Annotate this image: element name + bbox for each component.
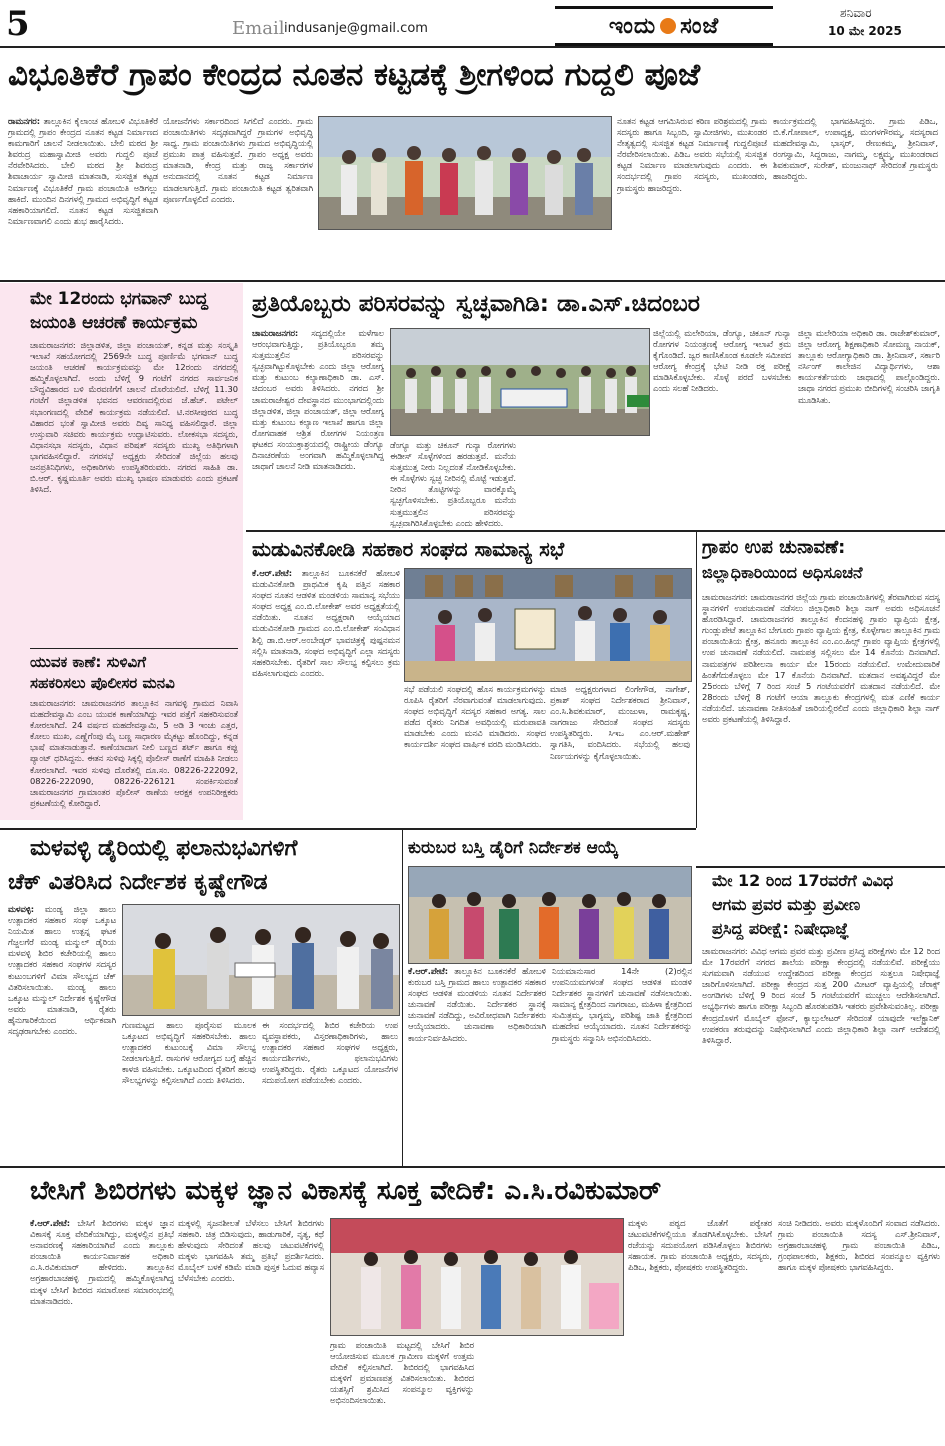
story3-col1-text: ತಾಲ್ಲೂಕಿನ ಬೂಕನಕೆರೆ ಹೋಬಳಿ ಮಡುವಿನಕೋಡಿ ಪ್ರಾಥಮಿಕ ಕೃಷಿ ಪತ್ತಿನ ಸಹಕಾರ ಸಂಘದ ನೂತನ ಆಡಳಿತ ಮಂಡಳಿಯ ಸಾಮಾನ್ಯ ಸಭೆಯು ಸಂಘದ ಅಧ್ಯಕ್ಷ ಎಂ.ಬಿ.ಲೋಕೇಶ್ ಅವರ ಅಧ್ಯಕ್ಷತೆಯಲ್ಲಿ ನಡೆಯಿತು. ನೂತನ ಅಧ್ಯಕ್ಷರಾಗಿ ಆಯ್ಕೆಯಾದ ಮಡುವಿನಕೋಡಿ ಗ್ರಾಮದ ಎಂ.ಬಿ.ಲೋಕೇಶ್ ಸಂವಿಧಾನ ಶಿಲ್ಪಿ ಡಾ.ಬಿ.ಆರ್.ಅಂಬೇಡ್ಕರ್ ಭಾವಚಿತ್ರಕ್ಕೆ ಪುಷ್ಪನಮನ ಸಲ್ಲಿಸಿ ಮಾತನಾಡಿ, ಸಂಘದ ಅಭಿವೃದ್ಧಿಗೆ ಎಲ್ಲಾ ಸದಸ್ಯರು ಸಹಕರಿಸಬೇಕು. ರೈತರಿಗೆ ಸಾಲ ಸೌಲಭ್ಯ ಕಲ್ಪಿಸಲು ಕ್ರಮ ವಹಿಸಲಾಗುವುದು ಎಂದರು.: [252, 568, 400, 678]
story1-photo: [318, 116, 612, 230]
story2-col1-text: ಸದ್ಯದಲ್ಲಿಯೇ ಮಳೆಗಾಲ ಆರಂಭವಾಗುತ್ತಿದ್ದು, ಪ್ರತಿಯೊಬ್ಬರೂ ತಮ್ಮ ಸುತ್ತಮುತ್ತಲಿನ ಪರಿಸರವನ್ನು ಸ್ವಚ್ಛವಾಗಿಟ್ಟುಕೊಳ್ಳಬೇಕು ಎಂದು ಜಿಲ್ಲಾ ಆರೋಗ್ಯ ಮತ್ತು ಕುಟುಂಬ ಕಲ್ಯಾಣಾಧಿಕಾರಿ ಡಾ. ಎಸ್. ಚಿದಂಬರ ಅವರು ತಿಳಿಸಿದರು. ನಗರದ ಶ್ರೀ ಚಾಮರಾಜೇಶ್ವರ ದೇವಸ್ಥಾನದ ಮುಂಭಾಗದಲ್ಲಿಂದು ಜಿಲ್ಲಾಡಳಿತ, ಜಿಲ್ಲಾ ಪಂಚಾಯತ್, ಜಿಲ್ಲಾ ಆರೋಗ್ಯ ಮತ್ತು ಕುಟುಂಬ ಕಲ್ಯಾಣ ಇಲಾಖೆ ಹಾಗೂ ಜಿಲ್ಲಾ ರೋಗವಾಹಕ ಆಶ್ರಿತ ರೋಗಗಳ ನಿಯಂತ್ರಣ ಘಟಕದ ಸಂಯುಕ್ತಾಶ್ರಯದಲ್ಲಿ ರಾಷ್ಟ್ರೀಯ ಡೆಂಗ್ಯೂ ದಿನಾಚರಣೆಯ ಅಂಗವಾಗಿ ಹಮ್ಮಿಕೊಳ್ಳಲಾಗಿದ್ದ ಜಾಥಾಗೆ ಚಾಲನೆ ನೀಡಿ ಮಾತನಾಡಿದರು.: [252, 328, 384, 472]
story4-text: ಚಾಮರಾಜನಗರ: ಚಾಮರಾಜನಗರ ಜಿಲ್ಲೆಯ ಗ್ರಾಮ ಪಂಚಾಯಿತಿಗಳಲ್ಲಿ ತೆರವಾಗಿರುವ ಸದಸ್ಯ ಸ್ಥಾನಗಳಿಗೆ ಉಪಚುನಾವಣೆ ನಡೆಸಲು ಜಿಲ್ಲಾಧಿಕಾರಿ ಶಿಲ್ಪಾ ನಾಗ್ ಅವರು ಅಧಿಸೂಚನೆ ಹೊರಡಿಸಿದ್ದಾರೆ. ಚಾಮರಾಜನಗರ ತಾಲ್ಲೂಕಿನ ಕೆಂದನಹಳ್ಳಿ ಗ್ರಾಪಂ ವ್ಯಾಪ್ತಿಯ ಕ್ಷೇತ್ರ, ಗುಂಡ್ಲುಪೇಟೆ ತಾಲ್ಲೂಕಿನ ಬೇಗೂರು ಗ್ರಾಪಂ ವ್ಯಾಪ್ತಿಯ ಕ್ಷೇತ್ರ, ಕೊಳ್ಳೇಗಾಲ ತಾಲ್ಲೂಕಿನ ಗ್ರಾಮ ಪಂಚಾಯಿತಿಯ ಕ್ಷೇತ್ರ, ಹನೂರು ತಾಲ್ಲೂಕಿನ ಎಂ.ಎಂ.ಹಿಲ್ಸ್ ಗ್ರಾಪಂ ವ್ಯಾಪ್ತಿಯ ಕ್ಷೇತ್ರಗಳಲ್ಲಿ ಉಪ ಚುನಾವಣೆ ನಡೆಯಲಿದೆ. ನಾಮಪತ್ರ ಸಲ್ಲಿಸಲು ಮೇ 14 ಕೊನೆಯ ದಿನವಾಗಿದೆ. ನಾಮಪತ್ರಗಳ ಪರಿಶೀಲನಾ ಕಾರ್ಯ ಮೇ 15ರಂದು ನಡೆಯಲಿದೆ. ಉಮೇದುವಾರಿಕೆ ಹಿಂತೆಗೆದುಕೊಳ್ಳಲು ಮೇ 17 ಕೊನೆಯ ದಿನವಾಗಿದೆ. ಮತದಾನ ಅವಶ್ಯವಿದ್ದರೆ ಮೇ 25ರಂದು ಬೆಳಿಗ್ಗೆ 7 ರಿಂದ ಸಂಜೆ 5 ಗಂಟೆಯವರೆಗೆ ಮತದಾನ ನಡೆಯಲಿದೆ. ಮೇ 28ರಂದು ಬೆಳಿಗ್ಗೆ 8 ಗಂಟೆಗೆ ಆಯಾ ತಾಲ್ಲೂಕು ಕೇಂದ್ರಗಳಲ್ಲಿ ಮತ ಎಣಿಕೆ ಕಾರ್ಯ ನಡೆಯಲಿದೆ. ಚುನಾವಣಾ ನೀತಿಸಂಹಿತೆ ಜಾರಿಯಲ್ಲಿರಲಿದೆ ಎಂದು ಜಿಲ್ಲಾಧಿಕಾರಿ ಶಿಲ್ಪಾ ನಾಗ್ ಅವರು ಪ್ರಕಟಣೆಯಲ್ಲಿ ತಿಳಿಸಿದ್ದಾರೆ.: [702, 592, 940, 725]
story3-col2: ಸಭೆ ಪಡೆಯಲಿ ಸಂಘದಲ್ಲಿ ಹೊಸ ಕಾರ್ಯಕ್ರಮಗಳನ್ನು ರೂಪಿಸಿ ರೈತರಿಗೆ ನೆರವಾಗುವಂತೆ ಮಾಡಲಾಗುವುದು. ಸಂಘದ ಅಭಿವೃದ್ಧಿಗೆ ಸದಸ್ಯರ ಸಹಕಾರ ಅಗತ್ಯ. ಸಾಲ ಪಡೆದ ರೈತರು ನಿಗದಿತ ಅವಧಿಯಲ್ಲಿ ಮರುಪಾವತಿ ಮಾಡಬೇಕು ಎಂದು ಮನವಿ ಮಾಡಿದರು. ಸಂಘದ ಕಾರ್ಯದರ್ಶಿ ಸಂಘದ ವಾರ್ಷಿಕ ವರದಿ ಮಂಡಿಸಿದರು.: [404, 684, 546, 750]
page-number: 5: [6, 4, 30, 44]
sun-icon: [660, 18, 676, 34]
buddha-headline-2: ಜಯಂತಿ ಆಚರಣೆ ಕಾರ್ಯಕ್ರಮ: [30, 313, 198, 333]
divider-3: [0, 828, 696, 830]
story1-photo-caption-b: [466, 232, 610, 276]
story7-headline-3: ಪ್ರಸಿದ್ದ ಪರೀಕ್ಷೆ: ನಿಷೇಧಾಜ್ಞೆ: [712, 919, 850, 938]
story8-col3: ಗ್ರಾಮ ಪಂಚಾಯಿತಿ ಮಟ್ಟದಲ್ಲಿ ಬೇಸಿಗೆ ಶಿಬಿರ ಆಯೋಜಿಸುವ ಮೂಲಕ ಗ್ರಾಮೀಣ ಮಕ್ಕಳಿಗೆ ಉತ್ತಮ ವೇದಿಕೆ ಕಲ್ಪಿಸಲಾಗಿದೆ. ಶಿಬಿರದಲ್ಲಿ ಭಾಗವಹಿಸಿದ ಮಕ್ಕಳಿಗೆ ಪ್ರಮಾಣಪತ್ರ ವಿತರಿಸಲಾಯಿತು. ಶಿಬಿರದ ಯಶಸ್ಸಿಗೆ ಶ್ರಮಿಸಿದ ಸಂಪನ್ಮೂಲ ವ್ಯಕ್ತಿಗಳನ್ನು ಅಭಿನಂದಿಸಲಾಯಿತು.: [330, 1340, 474, 1406]
story5-col1-text: ಮಂಡ್ಯ ಜಿಲ್ಲಾ ಹಾಲು ಉತ್ಪಾದಕರ ಸಹಕಾರ ಸಂಘ ಒಕ್ಕೂಟ ನಿಯಮಿತ ಹಾಲು ಉತ್ಪನ್ನ ಘಟಕ ಗೆಜ್ಜಲಗೆರೆ ಮಂಡ್ಯ ಮನ್ಮುಲ್ ಡೈರಿಯ ಮಳವಳ್ಳಿ ಶಿಬಿರ ಕಚೇರಿಯಲ್ಲಿ ಹಾಲು ಉತ್ಪಾದಕರ ಸಹಕಾರ ಸಂಘಗಳ ಸದಸ್ಯರ ಕುಟುಂಬಗಳಿಗೆ ವಿಮಾ ಸೌಲಭ್ಯದ ಚೆಕ್ ವಿತರಿಸಲಾಯಿತು. ಮಂಡ್ಯ ಹಾಲು ಒಕ್ಕೂಟ ಮನ್ಮುಲ್ ನಿರ್ದೇಶಕ ಕೃಷ್ಣೇಗೌಡ ಅವರು ಮಾತನಾಡಿ, ರೈತರು ಹೈನುಗಾರಿಕೆಯಿಂದ ಆರ್ಥಿಕವಾಗಿ ಸದೃಢರಾಗಬೇಕು ಎಂದರು.: [8, 904, 116, 1037]
masthead-divider: [0, 46, 945, 48]
story7-text: ಚಾಮರಾಜನಗರ: ವಿವಿಧ ಆಗಮ ಪ್ರವರ ಮತ್ತು ಪ್ರವೀಣ ಪ್ರಸಿದ್ಧ ಪರೀಕ್ಷೆಗಳು ಮೇ 12 ರಿಂದ ಮೇ 17ರವರೆಗೆ ನಗರದ ಶಾಲೆಯ ಪರೀಕ್ಷಾ ಕೇಂದ್ರದಲ್ಲಿ ನಡೆಯಲಿವೆ. ಪರೀಕ್ಷೆಯು ಸುಗಮವಾಗಿ ನಡೆಯುವ ಉದ್ದೇಶದಿಂದ ಪರೀಕ್ಷಾ ಕೇಂದ್ರದ ಸುತ್ತಲೂ ನಿಷೇಧಾಜ್ಞೆ ಜಾರಿಗೊಳಿಸಲಾಗಿದೆ. ಪರೀಕ್ಷಾ ಕೇಂದ್ರದ ಸುತ್ತ 200 ಮೀಟರ್ ವ್ಯಾಪ್ತಿಯಲ್ಲಿ ಜೆರಾಕ್ಸ್ ಅಂಗಡಿಗಳು ಬೆಳಿಗ್ಗೆ 9 ರಿಂದ ಸಂಜೆ 5 ಗಂಟೆಯವರೆಗೆ ಮುಚ್ಚಲು ಆದೇಶಿಸಲಾಗಿದೆ. ಅಭ್ಯರ್ಥಿಗಳು ಹಾಗೂ ಪರೀಕ್ಷಾ ಸಿಬ್ಬಂದಿ ಹೊರತುಪಡಿಸಿ ಇತರರು ಪ್ರವೇಶಿಸುವಂತಿಲ್ಲ. ಪರೀಕ್ಷಾ ಕೇಂದ್ರದೊಳಗೆ ಮೊಬೈಲ್ ಫೋನ್, ಕ್ಯಾಲ್ಕುಲೇಟರ್ ಸೇರಿದಂತೆ ಯಾವುದೇ ಇಲೆಕ್ಟ್ರಾನಿಕ್ ಉಪಕರಣ ತರುವುದನ್ನು ನಿಷೇಧಿಸಲಾಗಿದೆ ಎಂದು ಜಿಲ್ಲಾಧಿಕಾರಿ ಶಿಲ್ಪಾ ನಾಗ್ ಆದೇಶದಲ್ಲಿ ತಿಳಿಸಿದ್ದಾರೆ.: [702, 946, 940, 1045]
story3-col3: ಮಾಜಿ ಅಧ್ಯಕ್ಷರುಗಳಾದ ಲಿಂಗೇಗೌಡ, ನಾಗೇಶ್, ಪ್ರಕಾಶ್ ಸಂಘದ ನಿರ್ದೇಶಕರಾದ ಶ್ರೀನಿವಾಸ್, ಎಂ.ಸಿ.ಶಿವಕುಮಾರ್, ಮಂಜುಳಾ, ರಾಮಕೃಷ್ಣ, ನಾಗರಾಜು ಸೇರಿದಂತೆ ಸಂಘದ ಸದಸ್ಯರು ಉಪಸ್ಥಿತರಿದ್ದರು. ಸಿಇಒ ಎಂ.ಆರ್.ಮಹೇಶ್ ಸ್ವಾಗತಿಸಿ, ವಂದಿಸಿದರು. ಸಭೆಯಲ್ಲಿ ಹಲವು ನಿರ್ಣಯಗಳನ್ನು ಕೈಗೊಳ್ಳಲಾಯಿತು.: [550, 684, 690, 761]
story2-col2: ಡೆಂಗ್ಯೂ ಮತ್ತು ಚಿಕೂನ್ ಗುನ್ಯಾ ರೋಗಗಳು ಈಡೀಸ್ ಸೊಳ್ಳೆಗಳಿಂದ ಹರಡುತ್ತವೆ. ಮನೆಯ ಸುತ್ತಮುತ್ತ ನೀರು ನಿಲ್ಲದಂತೆ ನೋಡಿಕೊಳ್ಳಬೇಕು. ಈ ಸೊಳ್ಳೆಗಳು ಸ್ವಚ್ಛ ನೀರಿನಲ್ಲಿ ಮೊಟ್ಟೆ ಇಡುತ್ತವೆ. ನೀರಿನ ತೊಟ್ಟಿಗಳನ್ನು ವಾರಕ್ಕೊಮ್ಮೆ ಸ್ವಚ್ಛಗೊಳಿಸಬೇಕು. ಪ್ರತಿಯೊಬ್ಬರೂ ಮನೆಯ ಸುತ್ತಮುತ್ತಲಿನ ಪರಿಸರವನ್ನು ಸ್ವಚ್ಛವಾಗಿರಿಸಿಕೊಳ್ಳಬೇಕು ಎಂದು ಹೇಳಿದರು.: [390, 440, 516, 528]
vertical-divider-2: [402, 830, 403, 1166]
story1-col3: ನೂತನ ಕಟ್ಟಡ ಆಗಮಿಸಿರುವ ಕಠಿಣ ಪರಿಶ್ರಮದಲ್ಲಿ ಗ್ರಾಮ ಸದಸ್ಯರು ಹಾಗೂ ಸಿಬ್ಬಂದಿ, ಸ್ವಾಮೀಜಿಗಳು, ಮುಖಂಡರ ನೇತೃತ್ವದಲ್ಲಿ ಸುಸಜ್ಜಿತ ಕಟ್ಟಡ ನಿರ್ಮಾಣಕ್ಕೆ ಗುದ್ದಲಿಪೂಜೆ ನೆರವೇರಿಸಲಾಯಿತು. ಪಿಡಿಒ ಅವರು ಸಭೆಯಲ್ಲಿ ಸುಸಜ್ಜಿತ ಕಟ್ಟಡ ನಿರ್ಮಾಣ ಮಾಡಲಾಗುವುದು ಎಂದರು. ಈ ಸಂದರ್ಭದಲ್ಲಿ ಗ್ರಾಪಂ ಸದಸ್ಯರು, ಮುಖಂಡರು, ಗ್ರಾಮಸ್ಥರು ಹಾಜರಿದ್ದರು.: [617, 116, 767, 193]
story5-photo: [122, 904, 400, 1016]
story2-col3: ಜಿಲ್ಲೆಯಲ್ಲಿ ಮಲೇರಿಯಾ, ಡೆಂಗ್ಯೂ, ಚಿಕೂನ್ ಗುನ್ಯಾ ರೋಗಗಳ ನಿಯಂತ್ರಣಕ್ಕೆ ಆರೋಗ್ಯ ಇಲಾಖೆ ಕ್ರಮ ಕೈಗೊಂಡಿದೆ. ಜ್ವರ ಕಾಣಿಸಿಕೊಂಡ ಕೂಡಲೇ ಸಮೀಪದ ಆರೋಗ್ಯ ಕೇಂದ್ರಕ್ಕೆ ಭೇಟಿ ನೀಡಿ ರಕ್ತ ಪರೀಕ್ಷೆ ಮಾಡಿಸಿಕೊಳ್ಳಬೇಕು. ಸೊಳ್ಳೆ ಪರದೆ ಬಳಸಬೇಕು ಎಂದು ಸಲಹೆ ನೀಡಿದರು.: [653, 328, 791, 394]
story8-col5: ಸಂಚಿ ನೀಡಿದರು. ಅವರು ಮಕ್ಕಳೊಂದಿಗೆ ಸಂವಾದ ನಡೆಸಿದರು. ಗ್ರಾಮ ಪಂಚಾಯಿತಿ ಸದಸ್ಯ ಎಸ್.ಶ್ರೀನಿವಾಸ್, ಅಗ್ರಹಾರಬಾಚಹಳ್ಳಿ ಗ್ರಾಮ ಪಂಚಾಯಿತಿ ಪಿಡಿಒ, ಗ್ರಂಥಪಾಲಕರು, ಶಿಕ್ಷಕರು, ಶಿಬಿರದ ಸಂಪನ್ಮೂಲ ವ್ಯಕ್ತಿಗಳು ಹಾಗೂ ಮಕ್ಕಳ ಪೋಷಕರು ಭಾಗವಹಿಸಿದ್ದರು.: [778, 1218, 940, 1273]
story5-col3: ಈ ಸಂದರ್ಭದಲ್ಲಿ ಶಿಬಿರ ಕಚೇರಿಯ ಉಪ ವ್ಯವಸ್ಥಾಪಕರು, ವಿಸ್ತರಣಾಧಿಕಾರಿಗಳು, ಹಾಲು ಉತ್ಪಾದಕರ ಸಹಕಾರ ಸಂಘಗಳ ಅಧ್ಯಕ್ಷರು, ಕಾರ್ಯದರ್ಶಿಗಳು, ಫಲಾನುಭವಿಗಳು ಉಪಸ್ಥಿತರಿದ್ದರು. ರೈತರು ಒಕ್ಕೂಟದ ಯೋಜನೆಗಳ ಸದುಪಯೋಗ ಪಡೆಯಬೇಕು ಎಂದರು.: [262, 1020, 398, 1086]
story2-headline: ಪ್ರತಿಯೊಬ್ಬರು ಪರಿಸರವನ್ನು ಸ್ವಚ್ಛವಾಗಿಡಿ: ಡಾ.ಎಸ್.ಚಿದಂಬರ: [252, 291, 700, 317]
story6-col1: [408, 966, 546, 1164]
story2-col3a: [520, 440, 648, 528]
story3-dateline: ಕೆ.ಆರ್.ಪೇಟೆ:: [252, 568, 293, 578]
weekday: ಶನಿವಾರ: [840, 6, 872, 20]
story2-photo: [390, 328, 650, 436]
story7-headline-2: ಆಗಮ ಪ್ರವರ ಮತ್ತು ಪ್ರವೀಣ: [712, 895, 861, 914]
buddha-text: ಚಾಮರಾಜನಗರ: ಜಿಲ್ಲಾಡಳಿತ, ಜಿಲ್ಲಾ ಪಂಚಾಯತ್, ಕನ್ನಡ ಮತ್ತು ಸಂಸ್ಕೃತಿ ಇಲಾಖೆ ಸಹಯೋಗದಲ್ಲಿ 2569ನೇ ಬುದ್ಧ ಪೂರ್ಣಿಮೆ ಭಗವಾನ್ ಬುದ್ಧ ಜಯಂತಿ ಆಚರಣೆ ಕಾರ್ಯಕ್ರಮವನ್ನು ಮೇ 12ರಂದು ನಗರದಲ್ಲಿ ಹಮ್ಮಿಕೊಳ್ಳಲಾಗಿದೆ. ಅಂದು ಬೆಳಿಗ್ಗೆ 9 ಗಂಟೆಗೆ ನಗರದ ಸಾರ್ವಜನಿಕ ಬೌದ್ಧವಿಹಾರದ ಬಳಿ ಮೆರವಣಿಗೆಗೆ ಚಾಲನೆ ದೊರೆಯಲಿದೆ. ಬೆಳಿಗ್ಗೆ 11.30 ಗಂಟೆಗೆ ಜಿಲ್ಲಾಡಳಿತ ಭವನದ ಆವರಣದಲ್ಲಿರುವ ಜೆ.ಹೆಚ್. ಪಟೇಲ್ ಸಭಾಂಗಣದಲ್ಲಿ ವೇದಿಕೆ ಕಾರ್ಯಕ್ರಮ ನಡೆಯಲಿದೆ. ಟಿ.ನರಸೀಪುರದ ಬುದ್ಧ ವಿಹಾರದ ಭಂತೆ ಸ್ವಾಮೀಜಿ ಅವರು ದಿವ್ಯ ಸಾನಿಧ್ಯ ವಹಿಸಲಿದ್ದಾರೆ. ಜಿಲ್ಲಾ ಉಸ್ತುವಾರಿ ಸಚಿವರು ಕಾರ್ಯಕ್ರಮ ಉದ್ಘಾಟಿಸುವರು. ಲೋಕಸಭಾ ಸದಸ್ಯರು, ವಿಧಾನಸಭಾ ಸದಸ್ಯರು, ವಿಧಾನ ಪರಿಷತ್ ಸದಸ್ಯರು ಮುಖ್ಯ ಅತಿಥಿಗಳಾಗಿ ಭಾಗವಹಿಸಲಿದ್ದಾರೆ. ನಗರಸಭೆ ಅಧ್ಯಕ್ಷರು ಸೇರಿದಂತೆ ಜಿಲ್ಲೆಯ ಹಲವು ಜನಪ್ರತಿನಿಧಿಗಳು, ಅಧಿಕಾರಿಗಳು ಉಪಸ್ಥಿತರಿರುವರು. ನಗರದ ಸಾಹಿತಿ ಡಾ. ಬಿ.ಆರ್. ಕೃಷ್ಣಮೂರ್ತಿ ಅವರು ಮುಖ್ಯ ಭಾಷಣ ಮಾಡುವರು ಎಂದು ಪ್ರಕಟಣೆ ತಿಳಿಸಿದೆ.: [30, 340, 238, 495]
divider-5: [0, 1166, 945, 1168]
story4-headline-2: ಜಿಲ್ಲಾಧಿಕಾರಿಯಿಂದ ಅಧಿಸೂಚನೆ: [702, 563, 863, 582]
story4-headline-1: ಗ್ರಾಪಂ ಉಪ ಚುನಾವಣೆ:: [702, 537, 846, 558]
story3-photo: [404, 568, 692, 682]
masthead: [0, 0, 945, 46]
story1-col1-text: ತಾಲ್ಲೂಕಿನ ಕೈಲಾಂಚ ಹೋಬಳಿ ವಿಭೂತಿಕೆರೆ ಗ್ರಾಮದಲ್ಲಿ ಗ್ರಾಪಂ ಕೇಂದ್ರದ ನೂತನ ಕಟ್ಟಡ ನಿರ್ಮಾಣದ ಕಾಮಗಾರಿಗೆ ಚಾಲನೆ ನೀಡಲಾಯಿತು. ಬೇಲಿ ಮಠದ ಶ್ರೀ ಶಿವರುದ್ರ ಮಹಾಸ್ವಾಮೀಜಿ ಅವರು ಗುದ್ದಲಿ ಪೂಜೆ ನೆರವೇರಿಸಿದರು. ಬೇಲಿ ಮಠದ ಶ್ರೀ ಶಿವರುದ್ರ ಶಿವಾಚಾರ್ಯ ಸ್ವಾಮೀಜಿ ಮಾತನಾಡಿ, ಸುಸಜ್ಜಿತ ಕಟ್ಟಡ ನಿರ್ಮಾಣಕ್ಕೆ ವಿಭೂತಿಕೆರೆ ಗ್ರಾಮ ಪಂಚಾಯಿತಿ ಅಡಿಗಲ್ಲು ಹಾಕಿದೆ. ಮುಂದಿನ ದಿನಗಳಲ್ಲಿ ಗ್ರಾಮದ ಅಭಿವೃದ್ಧಿಗೆ ಕಟ್ಟಡ ಸಹಕಾರಿಯಾಗಲಿದೆ. ನೂತನ ಕಟ್ಟಡ ಸುಸಜ್ಜಿತವಾಗಿ ನಿರ್ಮಾಣವಾಗಲಿ ಎಂದು ಶುಭ ಹಾರೈಸಿದರು.: [8, 116, 158, 226]
story6-col2: ನಿಯಮಾನುಸಾರ 14ನೇ (2)ರಲ್ಲಿನ ಉಪನಿಯಮಗಳಂತೆ ಸಂಘದ ಆಡಳಿತ ಮಂಡಳಿ ನಿರ್ದೇಶಕರ ಸ್ಥಾನಗಳಿಗೆ ಚುನಾವಣೆ ನಡೆಸಲಾಯಿತು. ಸಾಮಾನ್ಯ ಕ್ಷೇತ್ರದಿಂದ ನಾಗರಾಜು, ಮಹಿಳಾ ಕ್ಷೇತ್ರದಿಂದ ಸುಮಿತ್ರಮ್ಮ, ಭಾಗ್ಯಮ್ಮ, ಪರಿಶಿಷ್ಟ ಜಾತಿ ಕ್ಷೇತ್ರದಿಂದ ಮಹದೇವ ಆಯ್ಕೆಯಾದರು. ನೂತನ ನಿರ್ದೇಶಕರನ್ನು ಗ್ರಾಮಸ್ಥರು ಸನ್ಮಾನಿಸಿ ಅಭಿನಂದಿಸಿದರು.: [552, 966, 692, 1043]
story8-photo: [330, 1218, 624, 1336]
story8-col4: ಮಕ್ಕಳು ಪಠ್ಯದ ಜೊತೆಗೆ ಪಠ್ಯೇತರ ಚಟುವಟಿಕೆಗಳಲ್ಲಿಯೂ ತೊಡಗಿಸಿಕೊಳ್ಳಬೇಕು. ಬೇಸಿಗೆ ರಜೆಯನ್ನು ಸದುಪಯೋಗ ಪಡಿಸಿಕೊಳ್ಳಲು ಶಿಬಿರಗಳು ಸಹಾಯಕ. ಗ್ರಾಮ ಪಂಚಾಯಿತಿ ಅಧ್ಯಕ್ಷರು, ಸದಸ್ಯರು, ಪಿಡಿಒ, ಶಿಕ್ಷಕರು, ಪೋಷಕರು ಉಪಸ್ಥಿತರಿದ್ದರು.: [628, 1218, 772, 1273]
story8-col1: [30, 1218, 174, 1440]
story8-headline: ಬೇಸಿಗೆ ಶಿಬಿರಗಳು ಮಕ್ಕಳ ಜ್ಞಾನ ವಿಕಾಸಕ್ಕೆ ಸೂಕ್ತ ವೇದಿಕೆ: ಎ.ಸಿ.ರವಿಕುಮಾರ್: [30, 1176, 662, 1206]
logo-text-left: ಇಂದು: [608, 13, 657, 39]
newspaper-logo: [555, 6, 773, 46]
story8-col1-text: ಬೇಸಿಗೆ ಶಿಬಿರಗಳು ಮಕ್ಕಳ ಜ್ಞಾನ ವಿಕಾಸಕ್ಕೆ ಸೂಕ್ತ ವೇದಿಕೆಯಾಗಿದ್ದು, ಮಕ್ಕಳಲ್ಲಿನ ಪ್ರತಿಭೆ ಅನಾವರಣಕ್ಕೆ ಸಹಕಾರಿಯಾಗಿವೆ ಎಂದು ತಾಲ್ಲೂಕು ಪಂಚಾಯಿತಿ ಕಾರ್ಯನಿರ್ವಾಹಕ ಅಧಿಕಾರಿ ಎ.ಸಿ.ರವಿಕುಮಾರ್ ಹೇಳಿದರು. ತಾಲ್ಲೂಕಿನ ಅಗ್ರಹಾರಬಾಚಹಳ್ಳಿ ಗ್ರಾಮದಲ್ಲಿ ಹಮ್ಮಿಕೊಳ್ಳಲಾಗಿದ್ದ ಮಕ್ಕಳ ಬೇಸಿಗೆ ಶಿಬಿರದ ಸಮಾರೋಪ ಸಮಾರಂಭದಲ್ಲಿ ಮಾತನಾಡಿದರು.: [30, 1218, 174, 1306]
story5-headline-1: ಮಳವಳ್ಳಿ ಡೈರಿಯಲ್ಲಿ ಫಲಾನುಭವಿಗಳಿಗೆ: [30, 836, 298, 861]
email-address: indusanje@gmail.com: [284, 21, 428, 36]
story5-col2: ಗುಣಮಟ್ಟದ ಹಾಲು ಪೂರೈಸುವ ಮೂಲಕ ಒಕ್ಕೂಟದ ಅಭಿವೃದ್ಧಿಗೆ ಸಹಕರಿಸಬೇಕು. ಹಾಲು ಉತ್ಪಾದಕರ ಕುಟುಂಬಕ್ಕೆ ವಿಮಾ ಸೌಲಭ್ಯ ನೀಡಲಾಗುತ್ತಿದೆ. ರಾಸುಗಳ ಆರೋಗ್ಯದ ಬಗ್ಗೆ ಹೆಚ್ಚಿನ ಕಾಳಜಿ ವಹಿಸಬೇಕು. ಒಕ್ಕೂಟದಿಂದ ರೈತರಿಗೆ ಹಲವು ಸೌಲಭ್ಯಗಳನ್ನು ಕಲ್ಪಿಸಲಾಗಿದೆ ಎಂದು ತಿಳಿಸಿದರು.: [122, 1020, 256, 1086]
story3-headline: ಮಡುವಿನಕೋಡಿ ಸಹಕಾರ ಸಂಘದ ಸಾಮಾನ್ಯ ಸಭೆ: [252, 537, 565, 561]
issue-date: 10 ಮೇ 2025: [828, 24, 902, 38]
email-label: Email: [232, 18, 285, 39]
story2-col1: [252, 328, 384, 528]
story1-headline: ವಿಭೂತಿಕೆರೆ ಗ್ರಾಪಂ ಕೇಂದ್ರದ ನೂತನ ಕಟ್ಟಡಕ್ಕೆ ಶ್ರೀಗಳಿಂದ ಗುದ್ದಲಿ ಪೂಜೆ: [8, 57, 701, 93]
story6-col1-text: ತಾಲ್ಲೂಕಿನ ಬೂಕನಕೆರೆ ಹೋಬಳಿ ಕುರುಬರ ಬಸ್ತಿ ಗ್ರಾಮದ ಹಾಲು ಉತ್ಪಾದಕರ ಸಹಕಾರ ಸಂಘದ ಆಡಳಿತ ಮಂಡಳಿಯ ನೂತನ ನಿರ್ದೇಶಕರ ಚುನಾವಣೆ ನಡೆಯಿತು. ನಿರ್ದೇಶಕರ ಸ್ಥಾನಕ್ಕೆ ಚುನಾವಣೆ ನಡೆದಿದ್ದು, ಅವಿರೋಧವಾಗಿ ನಿರ್ದೇಶಕರು ಆಯ್ಕೆಯಾದರು. ಚುನಾವಣಾ ಅಧಿಕಾರಿಯಾಗಿ ಕಾರ್ಯನಿರ್ವಹಿಸಿದರು.: [408, 966, 546, 1043]
divider-2: [246, 530, 945, 532]
story2-col4: ಜಿಲ್ಲಾ ಮಲೇರಿಯಾ ಅಧಿಕಾರಿ ಡಾ. ರಾಜೇಶ್‌ಕುಮಾರ್, ಜಿಲ್ಲಾ ಆರೋಗ್ಯ ಶಿಕ್ಷಣಾಧಿಕಾರಿ ಸೋಮಣ್ಣ ನಾಯಕ್, ತಾಲ್ಲೂಕು ಆರೋಗ್ಯಾಧಿಕಾರಿ ಡಾ. ಶ್ರೀನಿವಾಸ್, ಸರ್ಕಾರಿ ನರ್ಸಿಂಗ್ ಕಾಲೇಜಿನ ವಿದ್ಯಾರ್ಥಿಗಳು, ಆಶಾ ಕಾರ್ಯಕರ್ತೆಯರು ಜಾಥಾದಲ್ಲಿ ಪಾಲ್ಗೊಂಡಿದ್ದರು. ಜಾಥಾ ನಗರದ ಪ್ರಮುಖ ಬೀದಿಗಳಲ್ಲಿ ಸಂಚರಿಸಿ ಜಾಗೃತಿ ಮೂಡಿಸಿತು.: [798, 328, 940, 405]
story2-dateline: ಚಾಮರಾಜನಗರ:: [252, 328, 299, 338]
story1-dateline: ರಾಮನಗರ:: [8, 116, 41, 126]
story1-photo-caption-a: [318, 232, 462, 276]
pink-divider: [30, 648, 238, 649]
story8-dateline: ಕೆ.ಆರ್.ಪೇಟೆ:: [30, 1218, 71, 1228]
story5-col1: [8, 904, 116, 1164]
story1-col4: ಕಾರ್ಯಕ್ರಮದಲ್ಲಿ ಭಾಗವಹಿಸಿದ್ದರು. ಗ್ರಾಮ ಪಿಡಿಒ, ಬಿ.ಕೆ.ಗೋಪಾಲ್, ಉಪಾಧ್ಯಕ್ಷ, ಮಂಗಳಗೌರಮ್ಮ, ಸದಸ್ಯರಾದ ಮಹದೇವಸ್ವಾಮಿ, ಭಾಸ್ಕರ್, ರೇಣುಕಮ್ಮ, ಶ್ರೀನಿವಾಸ್, ರಂಗಸ್ವಾಮಿ, ಸಿದ್ದರಾಜು, ನಾಗಮ್ಮ, ಲಕ್ಷ್ಮಮ್ಮ, ಮುಖಂಡರಾದ ಶಿವಕುಮಾರ್, ಸುರೇಶ್, ಮಂಜುನಾಥ್ ಸೇರಿದಂತೆ ಗ್ರಾಮಸ್ಥರು ಹಾಜರಿದ್ದರು.: [773, 116, 938, 182]
story5-dateline: ಮಳವಳ್ಳಿ:: [8, 904, 35, 914]
story1-col2: ಯೋಜನೆಗಳು ಸರ್ಕಾರದಿಂದ ಸಿಗಲಿದೆ ಎಂದರು. ಗ್ರಾಮ ಪಂಚಾಯಿತಿಗಳು ಸದೃಢವಾಗಿದ್ದರೆ ಗ್ರಾಮಗಳ ಅಭಿವೃದ್ಧಿ ಸಾಧ್ಯ. ಗ್ರಾಮ ಪಂಚಾಯಿತಿಗಳು ಗ್ರಾಮದ ಅಭಿವೃದ್ಧಿಯಲ್ಲಿ ಪ್ರಮುಖ ಪಾತ್ರ ವಹಿಸುತ್ತವೆ. ಗ್ರಾಪಂ ಅಧ್ಯಕ್ಷ ಅವರು ಮಾತನಾಡಿ, ಕೇಂದ್ರ ಮತ್ತು ರಾಜ್ಯ ಸರ್ಕಾರಗಳ ಅನುದಾನದಲ್ಲಿ ನೂತನ ಕಟ್ಟಡ ನಿರ್ಮಾಣ ಮಾಡಲಾಗುತ್ತಿದೆ. ಗ್ರಾಮ ಪಂಚಾಯಿತಿ ಕಟ್ಟಡ ತ್ವರಿತವಾಗಿ ಪೂರ್ಣಗೊಳ್ಳಲಿದೆ ಎಂದರು.: [163, 116, 313, 204]
story7-headline-1: ಮೇ 12 ರಿಂದ 17ರವರೆಗೆ ವಿವಿಧ: [712, 871, 894, 890]
story5-headline-2: ಚೆಕ್ ವಿತರಿಸಿದ ನಿರ್ದೇಶಕ ಕೃಷ್ಣೇಗೌಡ: [8, 870, 268, 895]
story1-col1: [8, 116, 158, 274]
divider-1: [0, 280, 945, 282]
divider-4: [696, 866, 945, 868]
story6-photo: [408, 866, 692, 964]
missing-headline-1: ಯುವಕ ಕಾಣೆ: ಸುಳಿವಿಗೆ: [30, 653, 146, 671]
story6-dateline: ಕೆ.ಆರ್.ಪೇಟೆ:: [408, 966, 449, 976]
missing-headline-2: ಸಹಕರಿಸಲು ಪೊಲೀಸರ ಮನವಿ: [30, 674, 175, 692]
missing-text: ಚಾಮರಾಜನಗರ: ಚಾಮರಾಜನಗರ ತಾಲ್ಲೂಕಿನ ನಾಗವಳ್ಳಿ ಗ್ರಾಮದ ನಿವಾಸಿ ಮಹದೇವಸ್ವಾಮಿ ಎಂಬ ಯುವಕ ಕಾಣೆಯಾಗಿದ್ದು ಇವರ ಪತ್ತೆಗೆ ಸಹಕರಿಸುವಂತೆ ಕೋರಲಾಗಿದೆ. 24 ವರ್ಷದ ಮಹದೇವಸ್ವಾಮಿ, 5 ಅಡಿ 3 ಇಂಚು ಎತ್ತರ, ಕೋಲು ಮುಖ, ಎಣ್ಣೆಗೆಂಪು ಮೈ ಬಣ್ಣ ಸಾಧಾರಣ ಮೈಕಟ್ಟು ಹೊಂದಿದ್ದು, ಕನ್ನಡ ಭಾಷೆ ಮಾತನಾಡುತ್ತಾನೆ. ಕಾಣೆಯಾದಾಗ ನೀಲಿ ಬಣ್ಣದ ಶರ್ಟ್ ಹಾಗೂ ಕಪ್ಪು ಪ್ಯಾಂಟ್ ಧರಿಸಿದ್ದನು. ಈತನ ಸುಳಿವು ಸಿಕ್ಕಲ್ಲಿ ಪೊಲೀಸ್ ಠಾಣೆಗೆ ಮಾಹಿತಿ ನೀಡಲು ಕೋರಲಾಗಿದೆ. ಇವರ ಸುಳಿವು ದೊರೆತಲ್ಲಿ ದೂ.ಸಂ. 08226-222092, 08226-222090, 08226-226121 ಸಂಪರ್ಕಿಸುವಂತೆ ಚಾಮರಾಜನಗರ ಗ್ರಾಮಾಂತರ ಪೊಲೀಸ್ ಠಾಣೆಯ ಆರಕ್ಷಕ ಉಪನಿರೀಕ್ಷಕರು ಪ್ರಕಟಣೆಯಲ್ಲಿ ಕೋರಿದ್ದಾರೆ.: [30, 698, 238, 808]
vertical-divider-1: [696, 532, 697, 828]
logo-text-right: ಸಂಜೆ: [680, 13, 720, 39]
story6-headline: ಕುರುಬರ ಬಸ್ತಿ ಡೈರಿಗೆ ನಿರ್ದೇಶಕ ಆಯ್ಕೆ: [408, 838, 619, 858]
story8-col2: ಮಕ್ಕಳಲ್ಲಿ ಸೃಜನಶೀಲತೆ ಬೆಳೆಸಲು ಬೇಸಿಗೆ ಶಿಬಿರಗಳು ಸಹಕಾರಿ. ಚಿತ್ರ ಬಿಡಿಸುವುದು, ಹಾಡುಗಾರಿಕೆ, ನೃತ್ಯ, ಕಥೆ ಹೇಳುವುದು ಸೇರಿದಂತೆ ಹಲವು ಚಟುವಟಿಕೆಗಳಲ್ಲಿ ಮಕ್ಕಳು ಭಾಗವಹಿಸಿ ತಮ್ಮ ಪ್ರತಿಭೆ ಪ್ರದರ್ಶಿಸಿದರು. ಮೊಬೈಲ್ ಬಳಕೆ ಕಡಿಮೆ ಮಾಡಿ ಪುಸ್ತಕ ಓದುವ ಹವ್ಯಾಸ ಬೆಳೆಸಬೇಕು ಎಂದರು.: [178, 1218, 324, 1284]
buddha-headline-1: ಮೇ 12ರಂದು ಭಗವಾನ್ ಬುದ್ಧ: [30, 289, 209, 309]
story3-col1: [252, 568, 400, 824]
story8-col3b: [478, 1340, 622, 1440]
